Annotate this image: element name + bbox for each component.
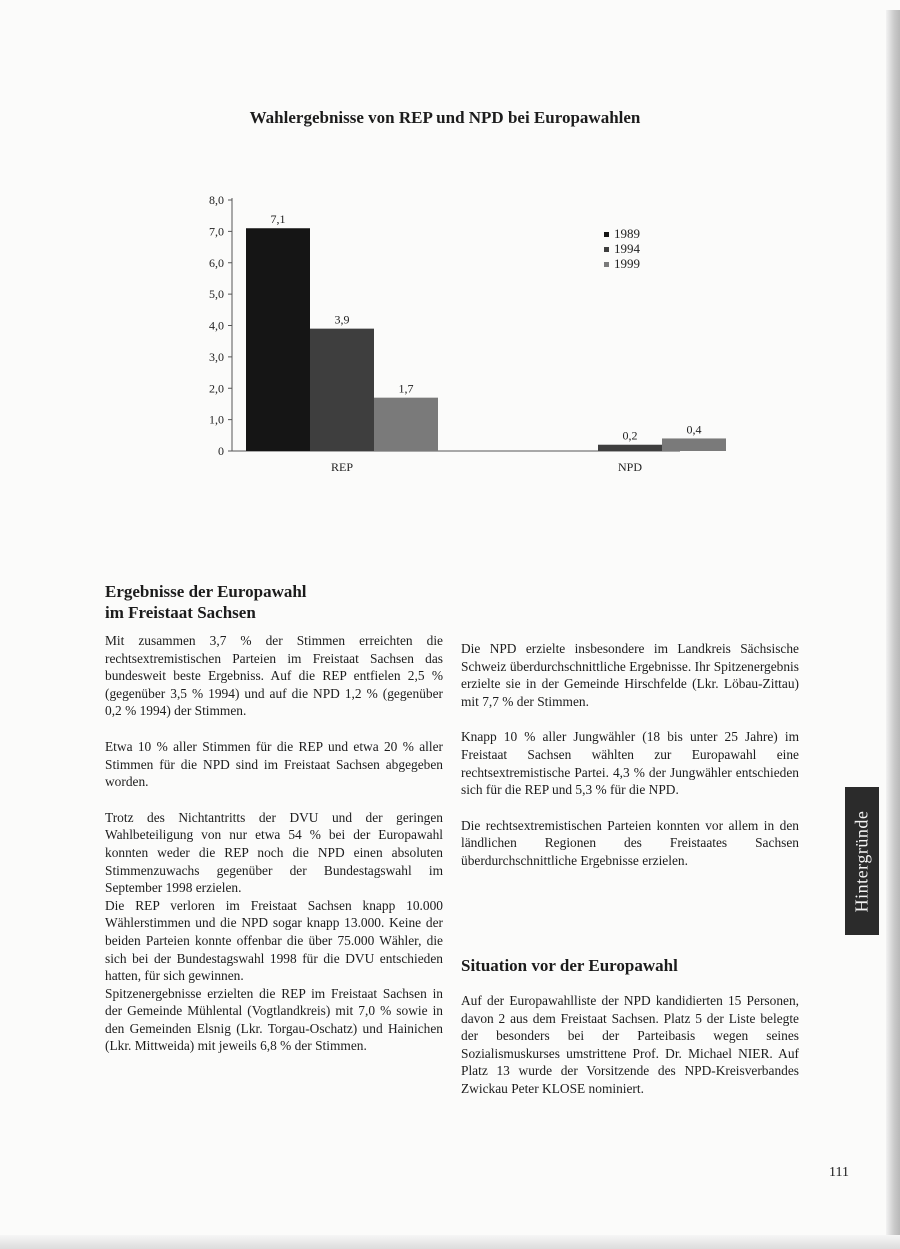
- data-label: 3,9: [334, 312, 350, 327]
- legend-swatch: [604, 232, 609, 237]
- bar-1994-REP: [310, 329, 374, 451]
- bar-chart: [0, 0, 900, 480]
- paragraph: Spitzenergebnisse erzielten die REP im Freistaat Sachsen in der Gemeinde Mühlental (Vogtlandkreis) mit 7,0 % sowie in den Gemeinden Elsnig (Lkr. Torgau-Oschatz) und Hainichen (Lkr. Mittweida) mit jeweils 6,8 % der Stimmen.: [105, 985, 443, 1054]
- page-bottom-shadow: [0, 1235, 900, 1249]
- y-tick-label: 3,0: [209, 349, 224, 364]
- right-column-top: [461, 640, 799, 888]
- y-tick-label: 5,0: [209, 287, 224, 302]
- heading-line: Ergebnisse der Europawahl: [105, 582, 307, 601]
- data-label: 1,7: [398, 381, 414, 396]
- paragraph: Auf der Europawahlliste der NPD kandidierten 15 Personen, davon 2 aus dem Freistaat Sachsen. Platz 5 der Liste belegte der besonders bei der Parteibasis wegen seines Sozialismuskurses umstrittene Prof. Dr. Michael NIER. Auf Platz 13 wurde der Vorsitzende des NPD-Kreisverbandes Zwickau Peter KLOSE nominiert.: [461, 993, 799, 1096]
- y-tick-label: 4,0: [209, 318, 224, 333]
- paragraph: Etwa 10 % aller Stimmen für die REP und etwa 20 % aller Stimmen für die NPD sind im Freistaat Sachsen abgegeben worden.: [105, 738, 443, 790]
- paragraph: Mit zusammen 3,7 % der Stimmen erreichten die rechtsextremistischen Parteien im Freistaat Sachsen das bundesweit beste Ergebniss. Auf die REP entfielen 2,5 % (gegenüber 3,5 % 1994) und auf die NPD 1,2 % (gegenüber 0,2 % 1994) der Stimmen.: [105, 633, 443, 719]
- legend-swatch: [604, 262, 609, 267]
- bar-1999-REP: [374, 398, 438, 451]
- paragraph: Die NPD erzielte insbesondere im Landkreis Sächsische Schweiz überdurchschnittliche Ergebnisse. Ihr Spitzenergebnis erzielte sie in der Gemeinde Hirschfelde (Lkr. Löbau-Zittau) mit 7,7 % der Stimmen.: [461, 641, 799, 709]
- x-tick-label: REP: [330, 460, 354, 474]
- right-column-bottom: [461, 992, 799, 1116]
- data-label: 0,2: [622, 428, 638, 443]
- page-number: 111: [829, 1165, 849, 1180]
- data-label: 7,1: [270, 212, 286, 227]
- paragraph: Die REP verloren im Freistaat Sachsen knapp 10.000 Wählerstimmen und die NPD sogar knapp 13.000. Keine der beiden Parteien konnte offenbar die über 75.000 Wähler, die sich bei der Bundestagswahl 1998 für die DVU entschieden hatten, für sich gewinnen.: [105, 897, 443, 984]
- left-column: [105, 632, 443, 1055]
- y-tick-label: 6,0: [209, 255, 224, 270]
- heading-line: im Freistaat Sachsen: [105, 603, 256, 622]
- bar-1989-REP: [246, 228, 310, 451]
- y-tick-label: 1,0: [209, 412, 224, 427]
- legend-label: 1989: [614, 226, 640, 241]
- bar-1994-NPD: [598, 445, 662, 451]
- paragraph: Trotz des Nichtantritts der DVU und der geringen Wahlbeteiligung von nur etwa 54 % bei der Europawahl konnten weder die REP noch die NPD einen absoluten Stimmenzuwachs gegenüber der Bundestagswahl im September 1998 erzielen.: [105, 809, 443, 896]
- legend-label: 1999: [614, 256, 640, 271]
- data-label: 0,4: [686, 422, 702, 437]
- y-tick-label: 2,0: [209, 381, 224, 396]
- section-tab-label: Hintergründe: [851, 810, 872, 912]
- paragraph: Die rechtsextremistischen Parteien konnten vor allem in den ländlichen Regionen des Freistaates Sachsen überdurchschnittliche Ergebnisse erzielen.: [461, 817, 799, 868]
- section-tab-hintergruende: [845, 787, 879, 935]
- y-tick-label: 7,0: [209, 224, 224, 239]
- y-tick-label: 8,0: [209, 193, 224, 207]
- heading-ergebnisse: [105, 581, 307, 623]
- heading-situation: Situation vor der Europawahl: [461, 956, 678, 975]
- x-tick-label: NPD: [617, 460, 643, 474]
- legend-label: 1994: [614, 241, 640, 256]
- y-tick-label: 0: [218, 444, 224, 458]
- paragraph: Knapp 10 % aller Jungwähler (18 bis unter 25 Jahre) im Freistaat Sachsen wählten zur Europawahl eine rechtsextremistische Partei. 4,3 % der Jungwähler entschieden sich für die REP und 5,3 % für die NPD.: [461, 729, 799, 798]
- chart-title: Wahlergebnisse von REP und NPD bei Europawahlen: [249, 108, 641, 127]
- legend-swatch: [604, 247, 609, 252]
- bar-1999-NPD: [662, 438, 726, 451]
